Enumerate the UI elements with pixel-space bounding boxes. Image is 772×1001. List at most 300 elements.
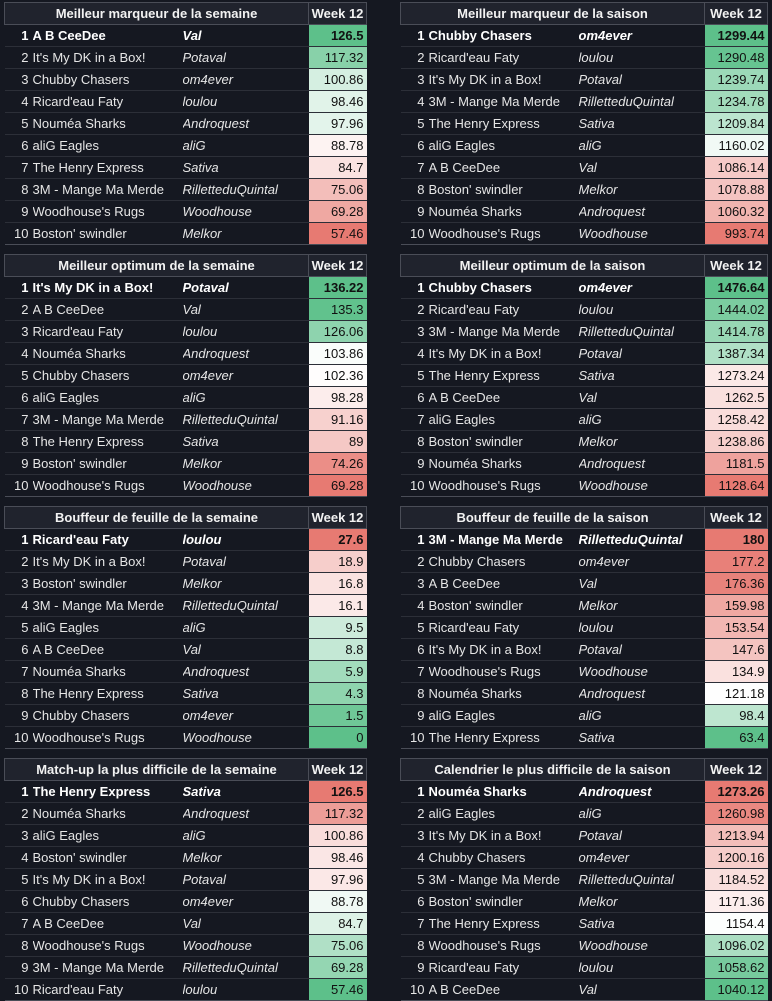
board-title: Meilleur marqueur de la saison	[401, 3, 705, 25]
table-row	[401, 157, 768, 179]
table-row	[401, 573, 768, 595]
team-cell: Ricard'eau Faty	[33, 321, 183, 343]
team-cell: The Henry Express	[33, 431, 183, 453]
value-cell: 88.78	[309, 135, 367, 157]
owner-cell: Melkor	[183, 223, 309, 245]
owner-cell: Potaval	[183, 869, 309, 891]
owner-cell: Sativa	[579, 913, 705, 935]
team-cell: Nouméa Sharks	[33, 343, 183, 365]
table-row	[5, 551, 367, 573]
rank-cell: 2	[5, 551, 33, 573]
week-label: Week 12	[309, 759, 367, 781]
rank-cell: 1	[401, 781, 429, 803]
value-cell: 0	[309, 727, 367, 749]
team-cell: aliG Eagles	[33, 135, 183, 157]
rank-cell: 3	[5, 69, 33, 91]
value-cell: 103.86	[309, 343, 367, 365]
rank-cell: 5	[5, 617, 33, 639]
rank-cell: 9	[5, 957, 33, 979]
rank-cell: 4	[5, 343, 33, 365]
value-cell: 180	[705, 529, 768, 551]
team-cell: The Henry Express	[429, 727, 579, 749]
table-row	[401, 913, 768, 935]
owner-cell: Melkor	[183, 453, 309, 475]
owner-cell: Androquest	[579, 453, 705, 475]
team-cell: The Henry Express	[33, 157, 183, 179]
table-row	[401, 201, 768, 223]
board-header	[401, 507, 768, 529]
value-cell: 177.2	[705, 551, 768, 573]
team-cell: It's My DK in a Box!	[33, 47, 183, 69]
owner-cell: Woodhouse	[183, 935, 309, 957]
value-cell: 1.5	[309, 705, 367, 727]
board-season-best-optimum	[400, 254, 768, 497]
owner-cell: Androquest	[579, 781, 705, 803]
rank-cell: 3	[5, 321, 33, 343]
value-cell: 1160.02	[705, 135, 768, 157]
board-season-top-scorer	[400, 2, 768, 245]
owner-cell: Androquest	[183, 661, 309, 683]
table-row	[5, 573, 367, 595]
rank-cell: 10	[401, 475, 429, 497]
owner-cell: om4ever	[579, 277, 705, 299]
value-cell: 1154.4	[705, 913, 768, 935]
value-cell: 1200.16	[705, 847, 768, 869]
rank-cell: 4	[401, 847, 429, 869]
team-cell: Nouméa Sharks	[429, 683, 579, 705]
rank-cell: 6	[401, 639, 429, 661]
rank-cell: 8	[5, 431, 33, 453]
owner-cell: aliG	[579, 409, 705, 431]
value-cell: 1290.48	[705, 47, 768, 69]
rank-cell: 10	[5, 979, 33, 1001]
team-cell: Woodhouse's Rugs	[33, 935, 183, 957]
owner-cell: Woodhouse	[579, 475, 705, 497]
owner-cell: aliG	[579, 803, 705, 825]
value-cell: 1262.5	[705, 387, 768, 409]
rank-cell: 3	[401, 825, 429, 847]
team-cell: The Henry Express	[429, 365, 579, 387]
rank-cell: 1	[5, 781, 33, 803]
owner-cell: Woodhouse	[183, 727, 309, 749]
table-row	[401, 365, 768, 387]
table-row	[5, 617, 367, 639]
value-cell: 1387.34	[705, 343, 768, 365]
owner-cell: aliG	[183, 387, 309, 409]
board-header	[401, 3, 768, 25]
table-row	[5, 113, 367, 135]
table-row	[5, 683, 367, 705]
owner-cell: RilletteduQuintal	[579, 91, 705, 113]
owner-cell: Woodhouse	[183, 475, 309, 497]
table-row	[5, 201, 367, 223]
value-cell: 1239.74	[705, 69, 768, 91]
owner-cell: RilletteduQuintal	[183, 409, 309, 431]
table-row	[401, 661, 768, 683]
week-label: Week 12	[705, 3, 768, 25]
value-cell: 1299.44	[705, 25, 768, 47]
team-cell: Ricard'eau Faty	[33, 529, 183, 551]
value-cell: 98.28	[309, 387, 367, 409]
owner-cell: RilletteduQuintal	[183, 957, 309, 979]
table-row	[401, 869, 768, 891]
board-header	[5, 507, 367, 529]
rank-cell: 7	[401, 409, 429, 431]
team-cell: Nouméa Sharks	[33, 661, 183, 683]
team-cell: It's My DK in a Box!	[429, 69, 579, 91]
value-cell: 100.86	[309, 69, 367, 91]
team-cell: Chubby Chasers	[33, 365, 183, 387]
rank-cell: 5	[5, 113, 33, 135]
owner-cell: Potaval	[579, 69, 705, 91]
rank-cell: 9	[401, 957, 429, 979]
team-cell: Boston' swindler	[429, 179, 579, 201]
team-cell: aliG Eagles	[429, 409, 579, 431]
owner-cell: Potaval	[183, 277, 309, 299]
rank-cell: 10	[5, 475, 33, 497]
table-row	[401, 431, 768, 453]
week-label: Week 12	[705, 255, 768, 277]
team-cell: 3M - Mange Ma Merde	[33, 179, 183, 201]
table-row	[401, 69, 768, 91]
rank-cell: 7	[401, 913, 429, 935]
value-cell: 117.32	[309, 47, 367, 69]
table-row	[401, 595, 768, 617]
team-cell: aliG Eagles	[33, 387, 183, 409]
value-cell: 84.7	[309, 157, 367, 179]
rank-cell: 2	[401, 803, 429, 825]
value-cell: 1086.14	[705, 157, 768, 179]
rank-cell: 6	[401, 135, 429, 157]
table-row	[5, 727, 367, 749]
team-cell: The Henry Express	[33, 683, 183, 705]
team-cell: Nouméa Sharks	[429, 201, 579, 223]
table-row	[401, 343, 768, 365]
team-cell: Boston' swindler	[33, 573, 183, 595]
table-row	[5, 453, 367, 475]
week-label: Week 12	[705, 507, 768, 529]
team-cell: Nouméa Sharks	[429, 781, 579, 803]
board-title: Calendrier le plus difficile de la saison	[401, 759, 705, 781]
owner-cell: Val	[579, 979, 705, 1001]
value-cell: 84.7	[309, 913, 367, 935]
table-row	[401, 825, 768, 847]
owner-cell: Woodhouse	[183, 201, 309, 223]
value-cell: 98.4	[705, 705, 768, 727]
value-cell: 1234.78	[705, 91, 768, 113]
rank-cell: 8	[401, 431, 429, 453]
team-cell: The Henry Express	[429, 113, 579, 135]
rank-cell: 5	[401, 617, 429, 639]
owner-cell: Sativa	[183, 431, 309, 453]
table-row	[401, 387, 768, 409]
table-row	[5, 803, 367, 825]
value-cell: 1181.5	[705, 453, 768, 475]
owner-cell: Androquest	[579, 201, 705, 223]
rank-cell: 9	[401, 705, 429, 727]
team-cell: Chubby Chasers	[33, 705, 183, 727]
owner-cell: Val	[579, 573, 705, 595]
team-cell: A B CeeDee	[429, 387, 579, 409]
owner-cell: loulou	[579, 617, 705, 639]
team-cell: Woodhouse's Rugs	[33, 475, 183, 497]
value-cell: 57.46	[309, 223, 367, 245]
owner-cell: Val	[183, 913, 309, 935]
team-cell: Ricard'eau Faty	[429, 617, 579, 639]
table-row	[401, 617, 768, 639]
owner-cell: Melkor	[579, 179, 705, 201]
value-cell: 1058.62	[705, 957, 768, 979]
rank-cell: 2	[5, 803, 33, 825]
table-row	[5, 957, 367, 979]
team-cell: Boston' swindler	[33, 847, 183, 869]
rank-cell: 3	[401, 573, 429, 595]
board-week-top-scorer	[4, 2, 367, 245]
team-cell: Ricard'eau Faty	[429, 299, 579, 321]
rank-cell: 8	[5, 935, 33, 957]
owner-cell: Sativa	[579, 113, 705, 135]
rank-cell: 9	[401, 453, 429, 475]
table-row	[5, 157, 367, 179]
rank-cell: 7	[401, 157, 429, 179]
team-cell: A B CeeDee	[33, 25, 183, 47]
team-cell: It's My DK in a Box!	[33, 277, 183, 299]
team-cell: Ricard'eau Faty	[33, 91, 183, 113]
owner-cell: om4ever	[579, 847, 705, 869]
rank-cell: 9	[5, 201, 33, 223]
team-cell: Ricard'eau Faty	[33, 979, 183, 1001]
board-title: Meilleur marqueur de la semaine	[5, 3, 309, 25]
owner-cell: RilletteduQuintal	[579, 869, 705, 891]
table-row	[401, 25, 768, 47]
team-cell: It's My DK in a Box!	[33, 551, 183, 573]
team-cell: Boston' swindler	[33, 453, 183, 475]
team-cell: aliG Eagles	[429, 705, 579, 727]
value-cell: 1213.94	[705, 825, 768, 847]
value-cell: 100.86	[309, 825, 367, 847]
board-title: Match-up la plus difficile de la semaine	[5, 759, 309, 781]
rank-cell: 3	[5, 573, 33, 595]
board-week-best-optimum	[4, 254, 367, 497]
board-header	[5, 255, 367, 277]
owner-cell: aliG	[579, 705, 705, 727]
value-cell: 1238.86	[705, 431, 768, 453]
rank-cell: 2	[5, 47, 33, 69]
team-cell: Boston' swindler	[33, 223, 183, 245]
rank-cell: 1	[401, 25, 429, 47]
table-row	[5, 661, 367, 683]
value-cell: 18.9	[309, 551, 367, 573]
team-cell: Woodhouse's Rugs	[429, 223, 579, 245]
value-cell: 9.5	[309, 617, 367, 639]
rank-cell: 8	[5, 179, 33, 201]
rank-cell: 5	[5, 869, 33, 891]
owner-cell: RilletteduQuintal	[579, 529, 705, 551]
table-row	[5, 979, 367, 1001]
team-cell: Chubby Chasers	[429, 277, 579, 299]
rank-cell: 7	[401, 661, 429, 683]
rank-cell: 6	[5, 387, 33, 409]
owner-cell: loulou	[579, 957, 705, 979]
team-cell: Nouméa Sharks	[33, 803, 183, 825]
rank-cell: 1	[5, 277, 33, 299]
value-cell: 134.9	[705, 661, 768, 683]
table-row	[5, 869, 367, 891]
owner-cell: Potaval	[579, 639, 705, 661]
table-row	[401, 935, 768, 957]
table-row	[5, 223, 367, 245]
rank-cell: 8	[5, 683, 33, 705]
table-row	[5, 365, 367, 387]
table-row	[5, 47, 367, 69]
value-cell: 153.54	[705, 617, 768, 639]
table-row	[5, 891, 367, 913]
value-cell: 57.46	[309, 979, 367, 1001]
rank-cell: 4	[5, 595, 33, 617]
team-cell: Chubby Chasers	[33, 891, 183, 913]
table-row	[401, 321, 768, 343]
owner-cell: om4ever	[183, 705, 309, 727]
team-cell: Woodhouse's Rugs	[429, 935, 579, 957]
value-cell: 1078.88	[705, 179, 768, 201]
rank-cell: 9	[5, 705, 33, 727]
team-cell: 3M - Mange Ma Merde	[429, 529, 579, 551]
team-cell: 3M - Mange Ma Merde	[33, 595, 183, 617]
board-season-hardest-schedule	[400, 758, 768, 1001]
table-row	[401, 781, 768, 803]
week-label: Week 12	[705, 759, 768, 781]
value-cell: 159.98	[705, 595, 768, 617]
rank-cell: 1	[401, 529, 429, 551]
owner-cell: Sativa	[183, 157, 309, 179]
team-cell: The Henry Express	[33, 781, 183, 803]
value-cell: 1096.02	[705, 935, 768, 957]
table-row	[5, 781, 367, 803]
team-cell: Boston' swindler	[429, 431, 579, 453]
table-row	[401, 891, 768, 913]
value-cell: 16.8	[309, 573, 367, 595]
value-cell: 126.06	[309, 321, 367, 343]
board-week-bench-points	[4, 506, 367, 749]
team-cell: 3M - Mange Ma Merde	[429, 869, 579, 891]
owner-cell: Potaval	[183, 551, 309, 573]
value-cell: 147.6	[705, 639, 768, 661]
rank-cell: 5	[401, 113, 429, 135]
owner-cell: loulou	[579, 47, 705, 69]
owner-cell: RilletteduQuintal	[579, 321, 705, 343]
rank-cell: 2	[401, 47, 429, 69]
owner-cell: Potaval	[183, 47, 309, 69]
team-cell: A B CeeDee	[33, 639, 183, 661]
value-cell: 1060.32	[705, 201, 768, 223]
value-cell: 135.3	[309, 299, 367, 321]
owner-cell: RilletteduQuintal	[183, 595, 309, 617]
owner-cell: aliG	[183, 617, 309, 639]
table-row	[5, 409, 367, 431]
value-cell: 126.5	[309, 25, 367, 47]
team-cell: aliG Eagles	[429, 135, 579, 157]
table-row	[401, 47, 768, 69]
rank-cell: 10	[401, 727, 429, 749]
rank-cell: 2	[401, 299, 429, 321]
table-row	[401, 957, 768, 979]
owner-cell: Melkor	[579, 431, 705, 453]
table-row	[5, 935, 367, 957]
owner-cell: om4ever	[579, 551, 705, 573]
value-cell: 69.28	[309, 475, 367, 497]
owner-cell: loulou	[183, 529, 309, 551]
table-row	[5, 25, 367, 47]
value-cell: 126.5	[309, 781, 367, 803]
table-row	[401, 91, 768, 113]
board-week-hardest-matchup	[4, 758, 367, 1001]
rank-cell: 2	[401, 551, 429, 573]
team-cell: aliG Eagles	[33, 825, 183, 847]
value-cell: 98.46	[309, 91, 367, 113]
table-row	[5, 847, 367, 869]
value-cell: 74.26	[309, 453, 367, 475]
owner-cell: Androquest	[579, 683, 705, 705]
owner-cell: Potaval	[579, 343, 705, 365]
board-header	[401, 759, 768, 781]
table-row	[401, 979, 768, 1001]
value-cell: 27.6	[309, 529, 367, 551]
rank-cell: 2	[5, 299, 33, 321]
owner-cell: Val	[579, 387, 705, 409]
value-cell: 1209.84	[705, 113, 768, 135]
rank-cell: 4	[401, 91, 429, 113]
table-row	[5, 387, 367, 409]
owner-cell: Woodhouse	[579, 935, 705, 957]
owner-cell: aliG	[183, 825, 309, 847]
value-cell: 5.9	[309, 661, 367, 683]
table-row	[401, 529, 768, 551]
owner-cell: Melkor	[579, 891, 705, 913]
rank-cell: 1	[5, 529, 33, 551]
team-cell: Nouméa Sharks	[429, 453, 579, 475]
owner-cell: om4ever	[183, 891, 309, 913]
value-cell: 69.28	[309, 957, 367, 979]
owner-cell: Sativa	[579, 365, 705, 387]
rank-cell: 4	[5, 91, 33, 113]
table-row	[401, 727, 768, 749]
value-cell: 88.78	[309, 891, 367, 913]
rank-cell: 7	[5, 661, 33, 683]
board-title: Bouffeur de feuille de la saison	[401, 507, 705, 529]
owner-cell: om4ever	[183, 365, 309, 387]
owner-cell: Melkor	[183, 573, 309, 595]
table-row	[5, 705, 367, 727]
table-row	[401, 847, 768, 869]
rank-cell: 6	[401, 891, 429, 913]
table-row	[5, 343, 367, 365]
rank-cell: 4	[5, 847, 33, 869]
week-label: Week 12	[309, 507, 367, 529]
table-row	[401, 551, 768, 573]
owner-cell: Val	[579, 157, 705, 179]
rank-cell: 9	[401, 201, 429, 223]
owner-cell: Sativa	[579, 727, 705, 749]
value-cell: 1184.52	[705, 869, 768, 891]
rank-cell: 4	[401, 595, 429, 617]
team-cell: Woodhouse's Rugs	[33, 201, 183, 223]
rank-cell: 6	[5, 135, 33, 157]
table-row	[5, 595, 367, 617]
team-cell: 3M - Mange Ma Merde	[33, 409, 183, 431]
rank-cell: 7	[5, 409, 33, 431]
team-cell: A B CeeDee	[429, 979, 579, 1001]
table-row	[5, 277, 367, 299]
